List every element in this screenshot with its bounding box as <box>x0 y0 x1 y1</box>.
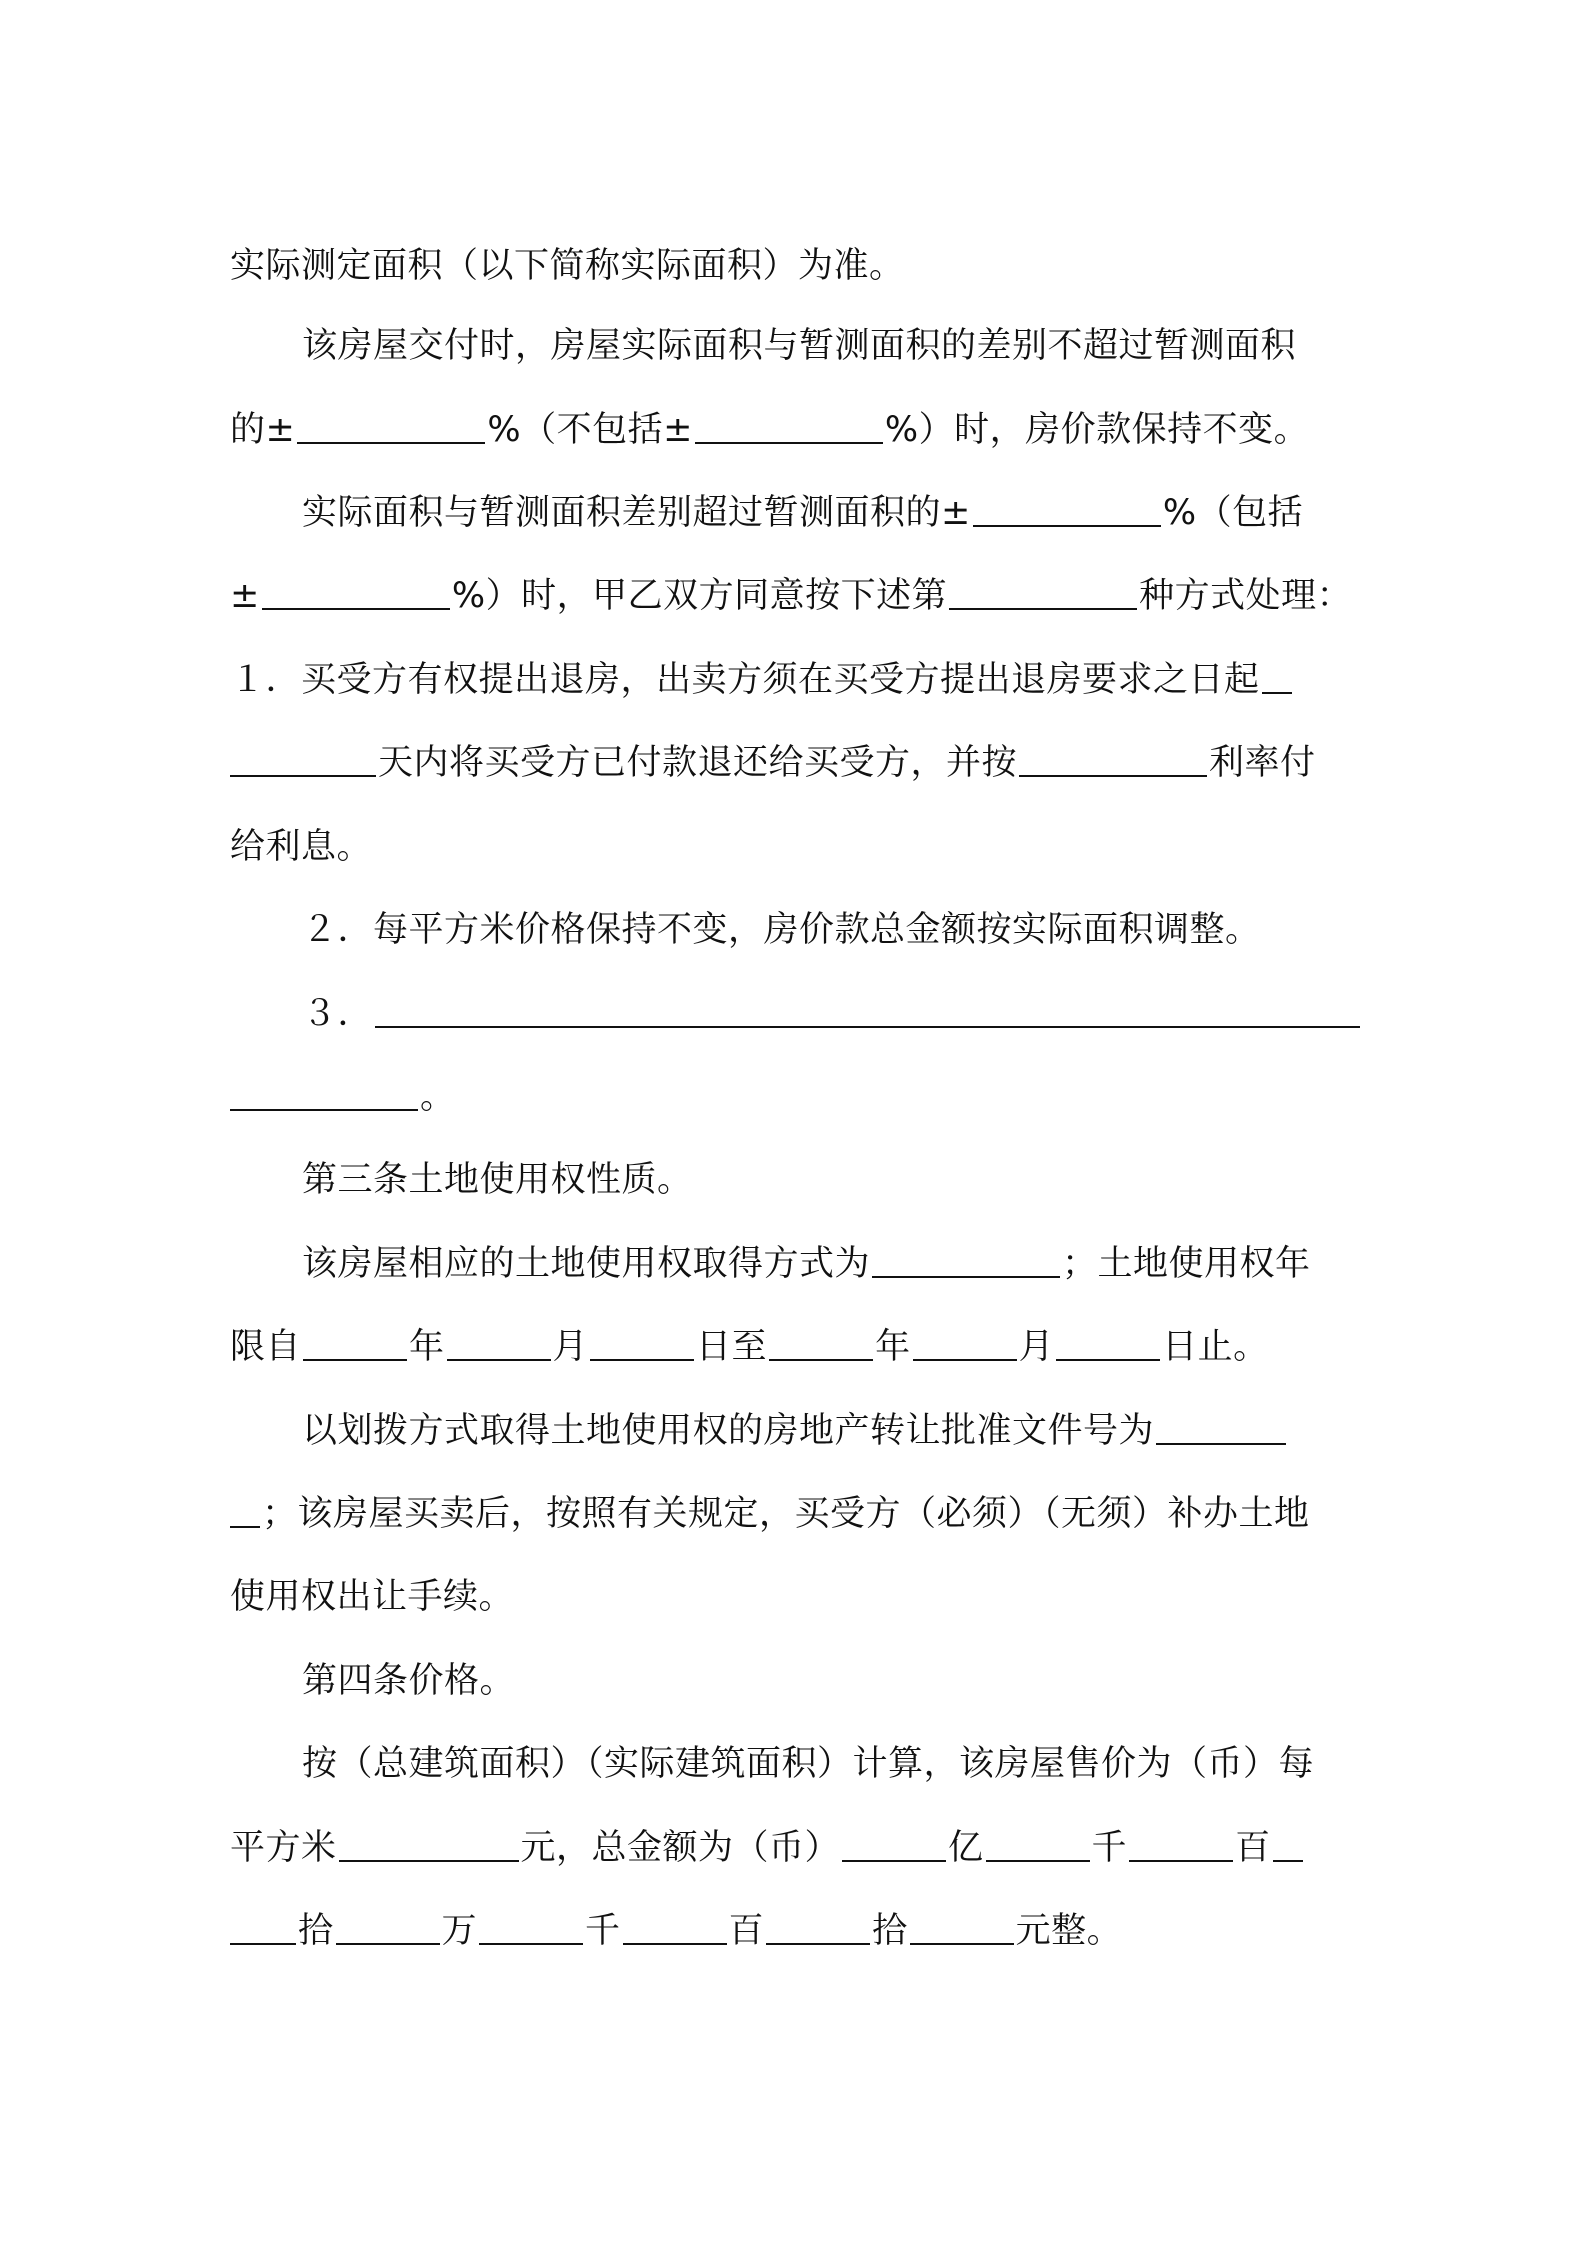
paragraph-line-1 <box>230 236 1370 296</box>
paragraph-line-8 <box>230 817 1370 877</box>
text: 。 <box>420 1077 456 1117</box>
paragraph-line-12 <box>302 1234 1370 1294</box>
paragraph-line-9 <box>302 900 1370 960</box>
blank-field[interactable] <box>230 1484 260 1528</box>
paragraph-line-17 <box>302 1734 1370 1794</box>
text: 按（总建筑面积）（实际建筑面积）计算，该房屋售价为（币）每 <box>302 1744 1315 1784</box>
text: 实际测定面积（以下简称实际面积）为准。 <box>230 246 905 286</box>
paragraph-line-14 <box>302 1401 1370 1461</box>
paragraph-line-4 <box>302 483 1370 543</box>
blank-field[interactable] <box>336 1901 440 1945</box>
text: 日止。 <box>1162 1327 1269 1367</box>
blank-field[interactable] <box>303 1317 407 1361</box>
paragraph-line-3 <box>230 400 1370 460</box>
blank-field[interactable] <box>769 1317 873 1361</box>
paragraph-line-13 <box>230 1317 1370 1377</box>
text: 亿 <box>948 1828 984 1868</box>
paragraph-line-6 <box>230 650 1370 710</box>
blank-field[interactable] <box>590 1317 694 1361</box>
paragraph-line-2 <box>302 316 1370 376</box>
blank-field[interactable] <box>447 1317 551 1361</box>
paragraph-line-19 <box>230 1901 1370 1961</box>
text: 千 <box>585 1911 621 1951</box>
blank-field[interactable] <box>1056 1317 1160 1361</box>
text: 千 <box>1091 1828 1128 1868</box>
blank-field[interactable] <box>230 733 376 777</box>
blank-field[interactable] <box>1129 1818 1233 1862</box>
blank-field[interactable] <box>949 566 1137 610</box>
paragraph-line-5 <box>230 566 1370 626</box>
blank-field[interactable] <box>973 483 1161 527</box>
paragraph-line-7 <box>230 733 1370 793</box>
text: 万 <box>441 1911 478 1951</box>
text: ３． <box>302 994 374 1034</box>
text: %）时，房价款保持不变。 <box>884 410 1310 450</box>
blank-field[interactable] <box>230 1901 296 1945</box>
blank-field[interactable] <box>986 1818 1090 1862</box>
blank-field[interactable] <box>872 1234 1060 1278</box>
blank-field[interactable] <box>230 1067 418 1111</box>
text: 元整。 <box>1015 1911 1123 1951</box>
text: 的± <box>230 410 296 450</box>
text: 天内将买受方已付款退还给买受方，并按 <box>378 743 1018 783</box>
blank-field[interactable] <box>1156 1401 1286 1445</box>
text: 百 <box>1235 1828 1271 1868</box>
blank-field[interactable] <box>297 400 485 444</box>
text: 元，总金额为（币） <box>520 1828 841 1868</box>
text: 实际面积与暂测面积差别超过暂测面积的± <box>302 493 971 533</box>
text: ；该房屋买卖后，按照有关规定，买受方（必须）（无须）补办土地 <box>262 1494 1310 1534</box>
text: %）时，甲乙双方同意按下述第 <box>451 576 948 616</box>
text: 第三条土地使用权性质。 <box>302 1160 693 1200</box>
blank-field[interactable] <box>766 1901 870 1945</box>
blank-field[interactable] <box>1273 1818 1303 1862</box>
blank-field[interactable] <box>479 1901 583 1945</box>
blank-field[interactable] <box>695 400 883 444</box>
article-4-heading <box>302 1651 1370 1711</box>
paragraph-line-11 <box>230 1067 1370 1127</box>
blank-field[interactable] <box>623 1901 727 1945</box>
text: 月 <box>552 1327 589 1367</box>
text: ２．每平方米价格保持不变，房价款总金额按实际面积调整。 <box>302 910 1261 950</box>
blank-field[interactable] <box>1262 650 1292 694</box>
text: 种方式处理： <box>1139 576 1353 616</box>
text: 该房屋相应的土地使用权取得方式为 <box>302 1244 871 1284</box>
blank-field[interactable] <box>913 1317 1017 1361</box>
text: 平方米 <box>230 1828 337 1868</box>
text: １．买受方有权提出退房，出卖方须在买受方提出退房要求之日起 <box>230 660 1260 700</box>
text: 限自 <box>230 1327 302 1367</box>
blank-field[interactable] <box>1019 733 1207 777</box>
blank-field[interactable] <box>375 984 1360 1028</box>
text: 拾 <box>298 1911 334 1951</box>
text: 百 <box>728 1911 765 1951</box>
text: 利率付 <box>1209 743 1316 783</box>
text: 该房屋交付时，房屋实际面积与暂测面积的差别不超过暂测面积 <box>302 326 1297 366</box>
text: 第四条价格。 <box>302 1661 516 1701</box>
text: 拾 <box>872 1911 908 1951</box>
text: 年 <box>875 1327 911 1367</box>
article-3-heading <box>302 1150 1370 1210</box>
text: ；土地使用权年 <box>1062 1244 1311 1284</box>
text: 给利息。 <box>230 827 373 867</box>
blank-field[interactable] <box>262 566 450 610</box>
text: 以划拨方式取得土地使用权的房地产转让批准文件号为 <box>302 1411 1155 1451</box>
paragraph-line-18 <box>230 1818 1370 1878</box>
text: 日至 <box>696 1327 768 1367</box>
text: %（包括 <box>1162 493 1304 533</box>
paragraph-line-16 <box>230 1567 1370 1627</box>
blank-field[interactable] <box>910 1901 1014 1945</box>
text: 月 <box>1018 1327 1055 1367</box>
text: %（不包括± <box>487 410 693 450</box>
blank-field[interactable] <box>339 1818 519 1862</box>
paragraph-line-10 <box>302 984 1370 1044</box>
text: ± <box>230 576 260 616</box>
text: 使用权出让手续。 <box>230 1577 515 1617</box>
blank-field[interactable] <box>842 1818 946 1862</box>
text: 年 <box>409 1327 445 1367</box>
paragraph-line-15 <box>230 1484 1370 1544</box>
